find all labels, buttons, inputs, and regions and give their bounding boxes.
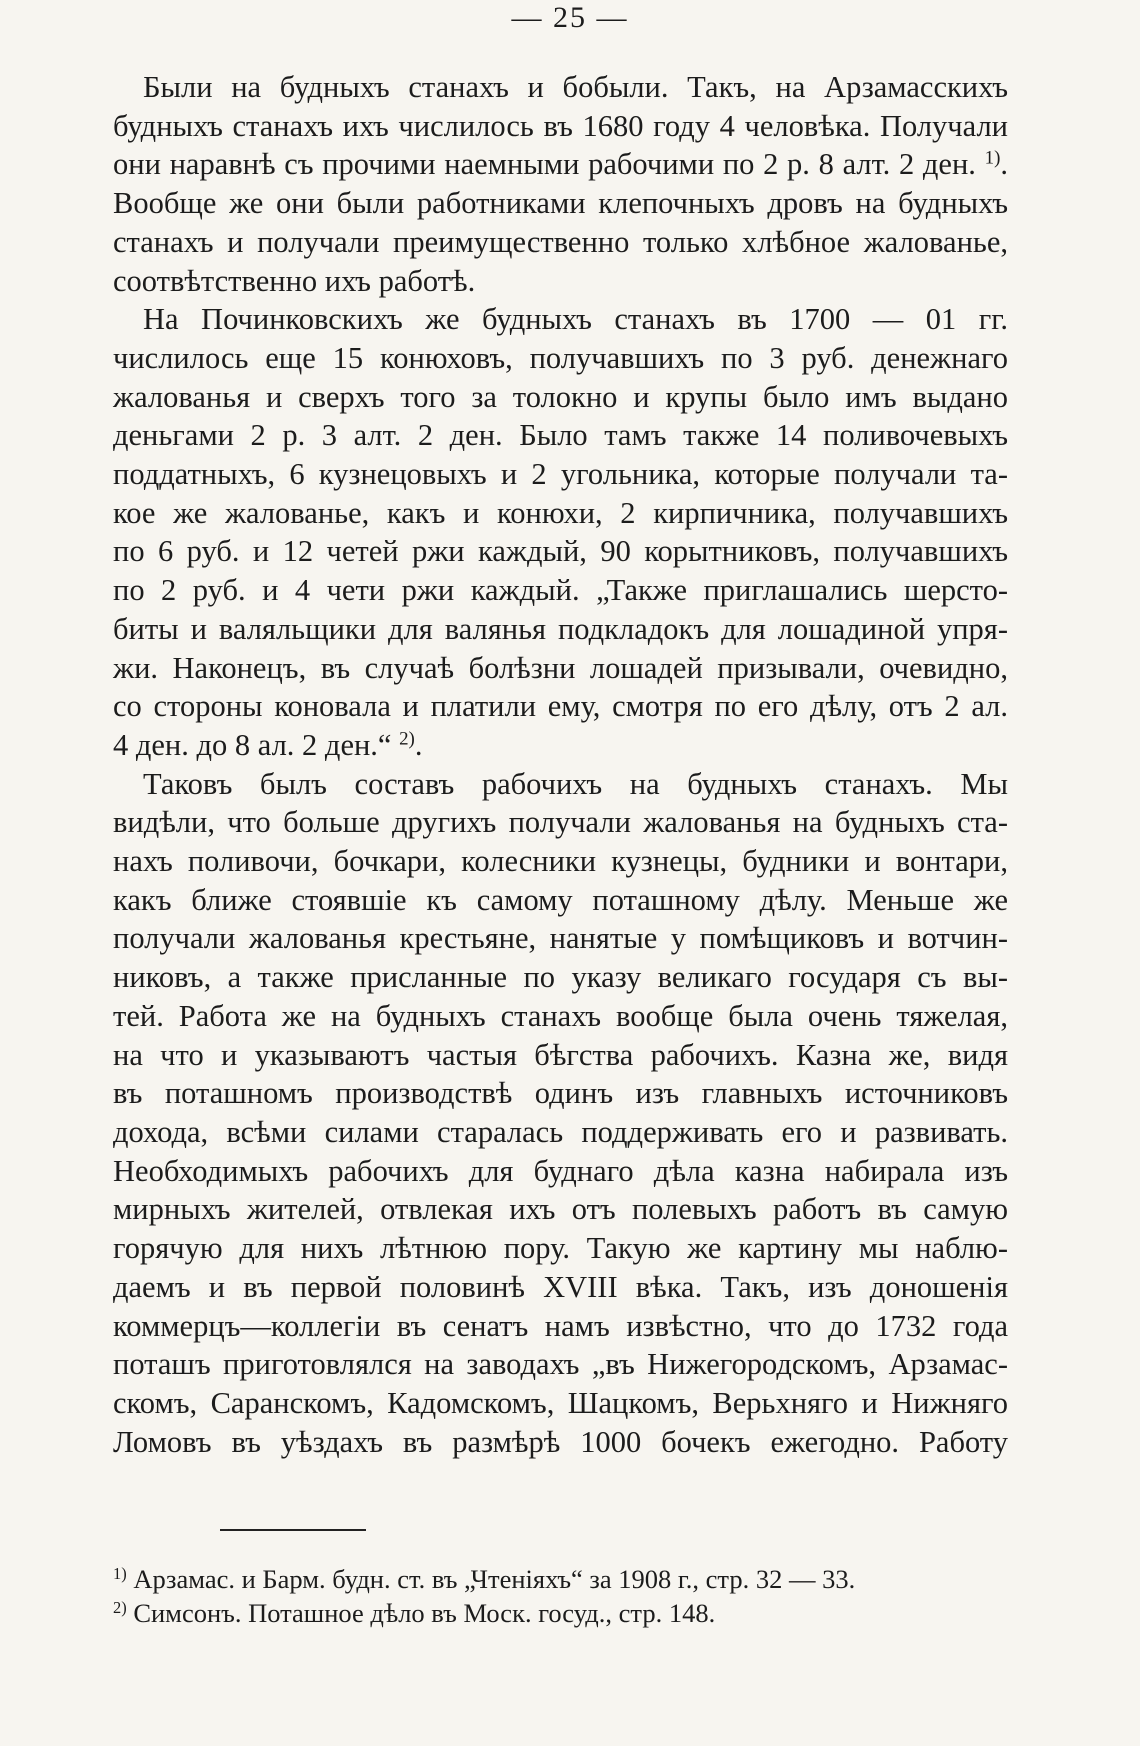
text-line: получали жалованья крестьяне, нанятые у помѣщиковъ и вотчин- [113,921,1008,956]
text-line: соотвѣтственно ихъ работѣ. [113,263,476,298]
text-line [113,145,1008,184]
text-line [113,726,1008,765]
text-line: на что и указываютъ частыя бѣгства рабочихъ. Казна же, видя [113,1037,1008,1072]
footnote-text: Арзамас. и Барм. будн. ст. въ „Чтеніяхъ“ за 1908 г., стр. 32 — 33. [133,1564,856,1594]
footnote-marker: 2) [399,728,415,750]
footnote-marker: 1) [984,148,1001,170]
text-line: будныхъ станахъ ихъ числилось въ 1680 году 4 человѣка. Получали [113,108,1008,143]
footnote: $^{2)}$ Симсонъ. Поташное дѣло въ Моск. госуд., стр. 148. [113,1597,716,1628]
punctuation: . [414,727,423,762]
text-line: даемъ и въ первой половинѣ XVIII вѣка. Такъ, изъ доношенія [113,1269,1008,1304]
text-line: со стороны коновала и платили ему, смотря по его дѣлу, отъ 2 ал. [113,689,1008,724]
text-line: нахъ поливочи, бочкари, колесники кузнецы, будники и вонтари, [113,844,1008,879]
text-line: видѣли, что больше другихъ получали жалованья на будныхъ ста- [113,805,1008,840]
paragraph [113,300,1008,764]
text-line: Ломовъ въ уѣздахъ въ размѣрѣ 1000 бочекъ ежегодно. Работу [113,1424,1008,1459]
paragraph [113,68,1008,300]
text-line: деньгами 2 р. 3 алт. 2 ден. Было тамъ также 14 поливочевыхъ [113,418,1008,453]
text-line: какъ ближе стоявшіе къ самому поташному дѣлу. Меньше же [113,882,1008,917]
text-line: въ поташномъ производствѣ одинъ изъ главныхъ источниковъ [113,1076,1008,1111]
text-line: Таковъ былъ составъ рабочихъ на будныхъ станахъ. Мы [143,766,1008,801]
text-line: скомъ, Саранскомъ, Кадомскомъ, Шацкомъ, Верьхняго и Нижняго [113,1385,1008,1420]
text-line: жи. Наконецъ, въ случаѣ болѣзни лошадей призывали, очевидно, [113,650,1008,685]
text-line: коммерцъ—коллегіи въ сенатъ намъ извѣстно, что до 1732 года [113,1308,1008,1343]
text-line: станахъ и получали преимущественно только хлѣбное жалованье, [113,224,1008,259]
text-line: по 6 руб. и 12 четей ржи каждый, 90 корытниковъ, получавшихъ [113,534,1008,569]
footnote-separator [220,1529,366,1531]
text-line: жалованья и сверхъ того за толокно и крупы было имъ выдано [113,379,1008,414]
text-line: На Починковскихъ же будныхъ станахъ въ 1700 — 01 гг. [143,302,1008,337]
text-line: мирныхъ жителей, отвлекая ихъ отъ полевыхъ работъ въ самую [113,1192,1008,1227]
page-number: — 25 — [511,1,629,34]
text-line: по 2 руб. и 4 чети ржи каждый. „Также приглашались шерсто- [113,573,1008,608]
text-line: Необходимыхъ рабочихъ для буднаго дѣла казна набирала изъ [113,1153,1008,1188]
text-line: поддатныхъ, 6 кузнецовыхъ и 2 угольника, которые получали та- [113,457,1008,492]
body-text [113,68,1008,1461]
footnote-text: Симсонъ. Поташное дѣло въ Моск. госуд., стр. 148. [133,1598,716,1628]
text-line-content: 4 ден. до 8 ал. 2 ден.“ [113,727,392,762]
text-line: никовъ, а также присланные по указу великаго государя съ вы- [113,960,1008,995]
text-line: биты и валяльщики для валянья подкладокъ для лошадиной упря- [113,611,1008,646]
text-line: Вообще же они были работниками клепочныхъ дровъ на будныхъ [113,186,1008,221]
text-line: горячую для нихъ лѣтнюю пору. Такую же картину мы наблю- [113,1231,1008,1266]
text-line: дохода, всѣми силами старалась поддерживать его и развивать. [113,1114,1008,1149]
footnote: $^{1)}$ Арзамас. и Барм. будн. ст. въ „Чтеніяхъ“ за 1908 г., стр. 32 — 33. [113,1563,856,1594]
text-line: тей. Работа же на будныхъ станахъ вообще была очень тяжелая, [113,998,1008,1033]
footnotes [113,1562,1008,1630]
text-line: поташъ приготовлялся на заводахъ „въ Нижегородскомъ, Арзамас- [113,1347,1008,1382]
text-line: кое же жалованье, какъ и конюхи, 2 кирпичника, получавшихъ [113,495,1008,530]
text-line-content: они наравнѣ съ прочими наемными рабочими по 2 р. 8 алт. 2 ден. [113,147,976,182]
punctuation: . [1000,147,1008,182]
text-line: Были на будныхъ станахъ и бобыли. Такъ, на Арзамасскихъ [143,70,1008,104]
text-line: числилось еще 15 конюховъ, получавшихъ по 3 руб. денежнаго [113,340,1008,375]
paragraph [113,765,1008,1462]
